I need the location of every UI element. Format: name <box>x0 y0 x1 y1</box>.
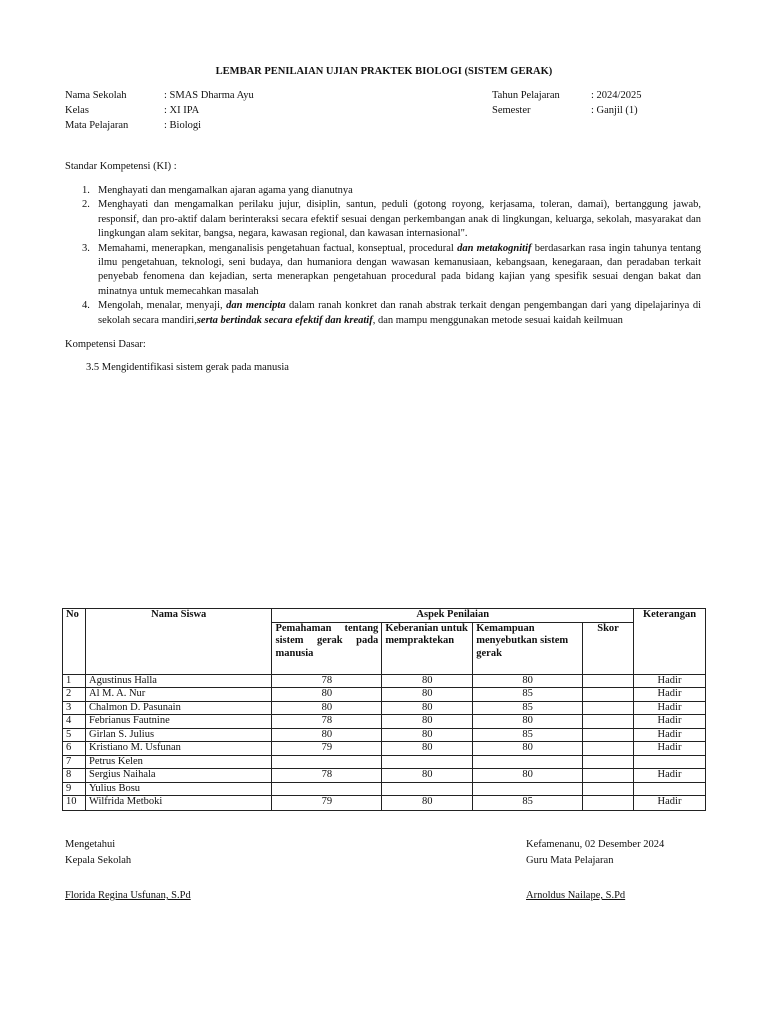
ki-text-emphasis: dan mencipta <box>226 300 286 312</box>
info-value: : SMAS Dharma Ayu <box>164 90 254 101</box>
cell-skor <box>583 701 634 715</box>
cell-keterangan <box>634 782 706 796</box>
cell-kemampuan: 80 <box>473 742 583 756</box>
cell-keberanian: 80 <box>382 688 473 702</box>
cell-no: 10 <box>63 796 86 811</box>
cell-kemampuan <box>473 782 583 796</box>
ki-item <box>65 299 701 328</box>
ki-text: Mengolah, menalar, menyaji, <box>98 300 227 312</box>
cell-skor <box>583 715 634 729</box>
cell-pemahaman: 78 <box>272 674 382 688</box>
ki-list <box>65 184 701 328</box>
cell-no: 5 <box>63 728 86 742</box>
cell-keberanian <box>382 782 473 796</box>
info-label: Mata Pelajaran <box>65 120 129 131</box>
cell-nama: Febrianus Fautnine <box>85 715 272 729</box>
cell-nama: Kristiano M. Usfunan <box>85 742 272 756</box>
cell-kemampuan: 85 <box>473 688 583 702</box>
cell-nama: Wilfrida Metboki <box>85 796 272 811</box>
cell-skor <box>583 674 634 688</box>
cell-keberanian: 80 <box>382 728 473 742</box>
table-row <box>63 701 706 715</box>
score-table <box>62 608 706 811</box>
ki-item <box>65 184 701 198</box>
cell-skor <box>583 688 634 702</box>
cell-keterangan: Hadir <box>634 769 706 783</box>
ki-text: dalam ranah konkret dan ranah abstrak terkait dengan pengembangan dari yang dipelajarinya di sekolah secara mandiri, <box>98 300 701 326</box>
ki-number: 4. <box>82 300 90 312</box>
table-row <box>63 782 706 796</box>
ki-number: 3. <box>82 242 90 254</box>
header-pemahaman: Pemahaman tentang sistem gerak pada manusia <box>272 622 382 674</box>
cell-no: 2 <box>63 688 86 702</box>
cell-kemampuan: 85 <box>473 728 583 742</box>
ki-number: 1. <box>82 185 90 196</box>
ki-number: 2. <box>82 199 90 211</box>
cell-keterangan: Hadir <box>634 742 706 756</box>
signature-left-line1: Mengetahui <box>65 839 116 850</box>
header-aspek: Aspek Penilaian <box>272 609 634 623</box>
header-kemampuan: Kemampuan menyebutkan sistem gerak <box>473 622 583 674</box>
cell-keberanian: 80 <box>382 715 473 729</box>
cell-keterangan: Hadir <box>634 728 706 742</box>
cell-nama: Al M. A. Nur <box>85 688 272 702</box>
ki-item <box>65 242 701 300</box>
ki-text-emphasis: serta bertindak secara efektif dan kreatif <box>196 314 373 326</box>
ki-text: berdasarkan rasa ingin tahunya tentang ilmu pengetahuan, teknologi, seni budaya, dan humaniora dengan wawasan kemanusiaan, kebangsaan, kenegaraan, dan peradaban terkait penyebab fenomena dan kejadian, serta menerapkan pengetahuan procedural pada bidang kajian yang spesifik sesuai dengan bakat dan minatnya untuk memecahkan masalah <box>98 242 701 297</box>
info-value: : Biologi <box>164 120 202 131</box>
principal-name: Florida Regina Usfunan, S.Pd <box>65 890 191 901</box>
cell-keterangan: Hadir <box>634 715 706 729</box>
cell-keberanian: 80 <box>382 769 473 783</box>
cell-no: 6 <box>63 742 86 756</box>
table-row <box>63 742 706 756</box>
cell-pemahaman: 80 <box>272 701 382 715</box>
cell-keberanian: 80 <box>382 701 473 715</box>
cell-keberanian: 80 <box>382 674 473 688</box>
table-row <box>63 796 706 811</box>
signature-right <box>526 837 664 869</box>
info-left <box>65 88 254 133</box>
info-value: : XI IPA <box>164 105 200 116</box>
cell-pemahaman: 80 <box>272 688 382 702</box>
cell-pemahaman: 78 <box>272 769 382 783</box>
cell-keterangan <box>634 755 706 769</box>
teacher-name: Arnoldus Nailape, S.Pd <box>526 890 626 901</box>
cell-keberanian: 80 <box>382 796 473 811</box>
cell-keberanian <box>382 755 473 769</box>
signature-left-line2: Kepala Sekolah <box>65 855 132 866</box>
cell-no: 9 <box>63 782 86 796</box>
ki-text: Menghayati dan mengamalkan ajaran agama yang dianutnya <box>98 185 353 196</box>
cell-kemampuan: 80 <box>473 769 583 783</box>
ki-text-emphasis: dan metakognitif <box>457 242 532 254</box>
cell-keterangan: Hadir <box>634 674 706 688</box>
cell-skor <box>583 796 634 811</box>
cell-pemahaman: 79 <box>272 796 382 811</box>
info-right <box>492 88 692 118</box>
info-label: Kelas <box>65 105 89 116</box>
cell-kemampuan: 80 <box>473 715 583 729</box>
info-value: : 2024/2025 <box>591 90 642 101</box>
table-row <box>63 728 706 742</box>
signature-right-line2: Guru Mata Pelajaran <box>526 855 614 866</box>
ki-item <box>65 198 701 241</box>
info-label: Nama Sekolah <box>65 90 127 101</box>
signature-right-line1: Kefamenanu, 02 Desember 2024 <box>526 839 665 850</box>
ki-heading: Standar Kompetensi (KI) : <box>65 161 177 172</box>
header-no: No <box>63 609 86 675</box>
table-row <box>63 674 706 688</box>
cell-skor <box>583 782 634 796</box>
cell-nama: Girlan S. Julius <box>85 728 272 742</box>
header-keterangan: Keterangan <box>634 609 706 675</box>
cell-no: 4 <box>63 715 86 729</box>
ki-text: Memahami, menerapkan, menganalisis pengetahuan factual, konseptual, procedural <box>98 242 458 254</box>
cell-skor <box>583 742 634 756</box>
cell-nama: Chalmon D. Pasunain <box>85 701 272 715</box>
cell-kemampuan <box>473 755 583 769</box>
cell-pemahaman <box>272 782 382 796</box>
cell-no: 1 <box>63 674 86 688</box>
cell-pemahaman <box>272 755 382 769</box>
header-nama: Nama Siswa <box>85 609 272 675</box>
ki-text: , dan mampu menggunakan metode sesuai kaidah keilmuan <box>372 314 623 326</box>
cell-kemampuan: 80 <box>473 674 583 688</box>
cell-nama: Sergius Naihala <box>85 769 272 783</box>
cell-skor <box>583 755 634 769</box>
cell-keterangan: Hadir <box>634 688 706 702</box>
table-row <box>63 769 706 783</box>
table-row <box>63 715 706 729</box>
info-label: Tahun Pelajaran <box>492 90 560 101</box>
kd-heading: Kompetensi Dasar: <box>65 339 146 350</box>
info-label: Semester <box>492 105 531 116</box>
document-title: LEMBAR PENILAIAN UJIAN PRAKTEK BIOLOGI (SISTEM GERAK) <box>215 66 553 77</box>
cell-nama: Yulius Bosu <box>85 782 272 796</box>
ki-text: Menghayati dan mengamalkan perilaku jujur, disiplin, santun, peduli (gotong royong, kerjasama, toleran, damai), bertanggung jawab, responsif, dan pro-aktif dalam berinteraksi secara efektif sesuai dengan perkembangan anak di lingkungan, keluarga, sekolah, masyarakat dan lingkungan alam sekitar, bangsa, negara, kawasan regional, dan kawasan internasional". <box>98 199 701 240</box>
info-value: : Ganjil (1) <box>591 105 638 116</box>
cell-no: 7 <box>63 755 86 769</box>
cell-pemahaman: 79 <box>272 742 382 756</box>
kd-item: 3.5 Mengidentifikasi sistem gerak pada manusia <box>86 362 289 373</box>
table-row <box>63 755 706 769</box>
cell-keterangan: Hadir <box>634 701 706 715</box>
table-row <box>63 688 706 702</box>
cell-kemampuan: 85 <box>473 701 583 715</box>
cell-nama: Petrus Kelen <box>85 755 272 769</box>
cell-no: 8 <box>63 769 86 783</box>
cell-kemampuan: 85 <box>473 796 583 811</box>
signature-left <box>65 837 131 869</box>
cell-pemahaman: 78 <box>272 715 382 729</box>
header-skor: Skor <box>583 622 634 674</box>
cell-no: 3 <box>63 701 86 715</box>
cell-pemahaman: 80 <box>272 728 382 742</box>
cell-skor <box>583 728 634 742</box>
table-header-row <box>63 609 706 623</box>
cell-nama: Agustinus Halla <box>85 674 272 688</box>
cell-skor <box>583 769 634 783</box>
cell-keberanian: 80 <box>382 742 473 756</box>
cell-keterangan: Hadir <box>634 796 706 811</box>
header-keberanian: Keberanian untuk mempraktekan <box>382 622 473 674</box>
